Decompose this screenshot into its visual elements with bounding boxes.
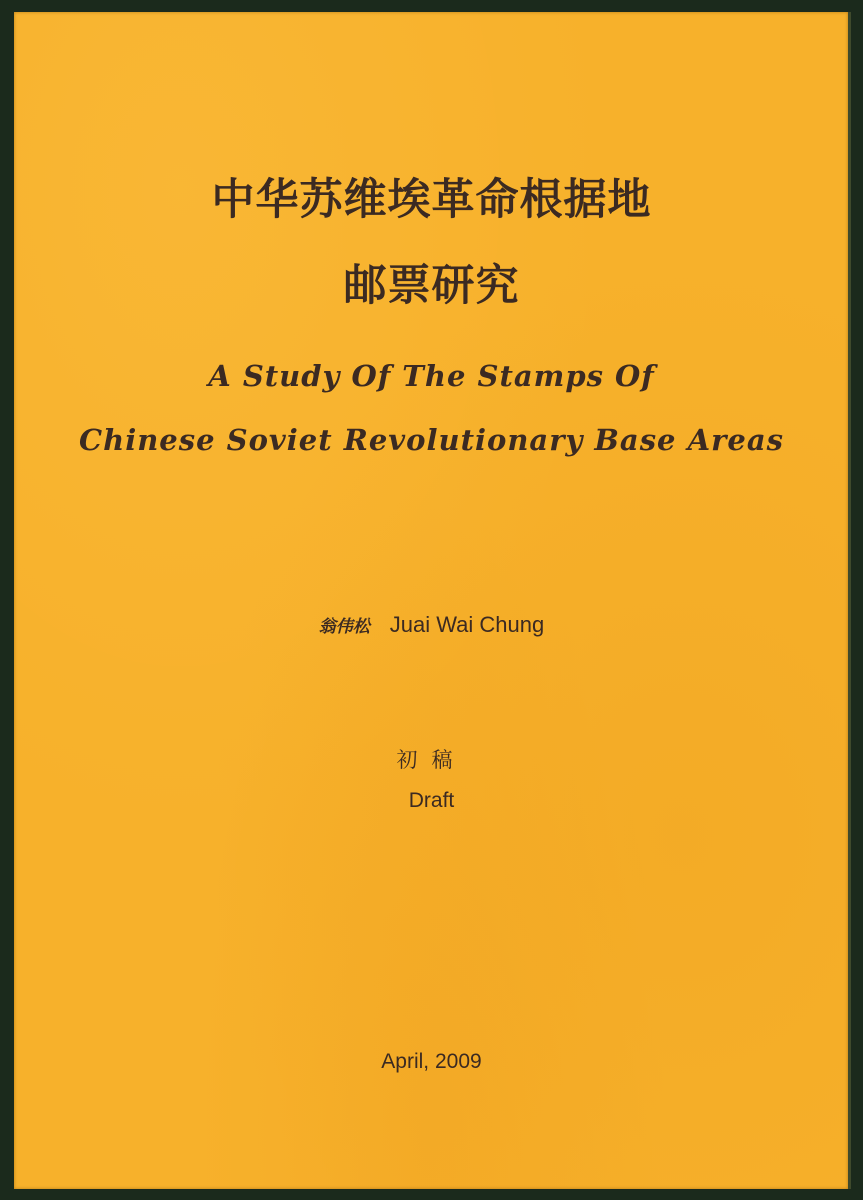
author <box>0 612 863 638</box>
author-chinese-name: 翁伟松 <box>318 617 370 637</box>
title-english-line1: A Study Of The Stamps Of <box>208 359 655 393</box>
title-chinese-line1: 中华苏维埃革命根据地 <box>211 175 652 225</box>
title-chinese-line2: 邮票研究 <box>343 261 520 311</box>
draft-label-english: Draft <box>408 789 455 812</box>
author-english-name: Juai Wai Chung <box>389 612 545 637</box>
draft-label-chinese: 初稿 <box>396 748 467 772</box>
title-english-line2: Chinese Soviet Revolutionary Base Areas <box>79 423 784 457</box>
publication-date: April, 2009 <box>381 1050 482 1073</box>
